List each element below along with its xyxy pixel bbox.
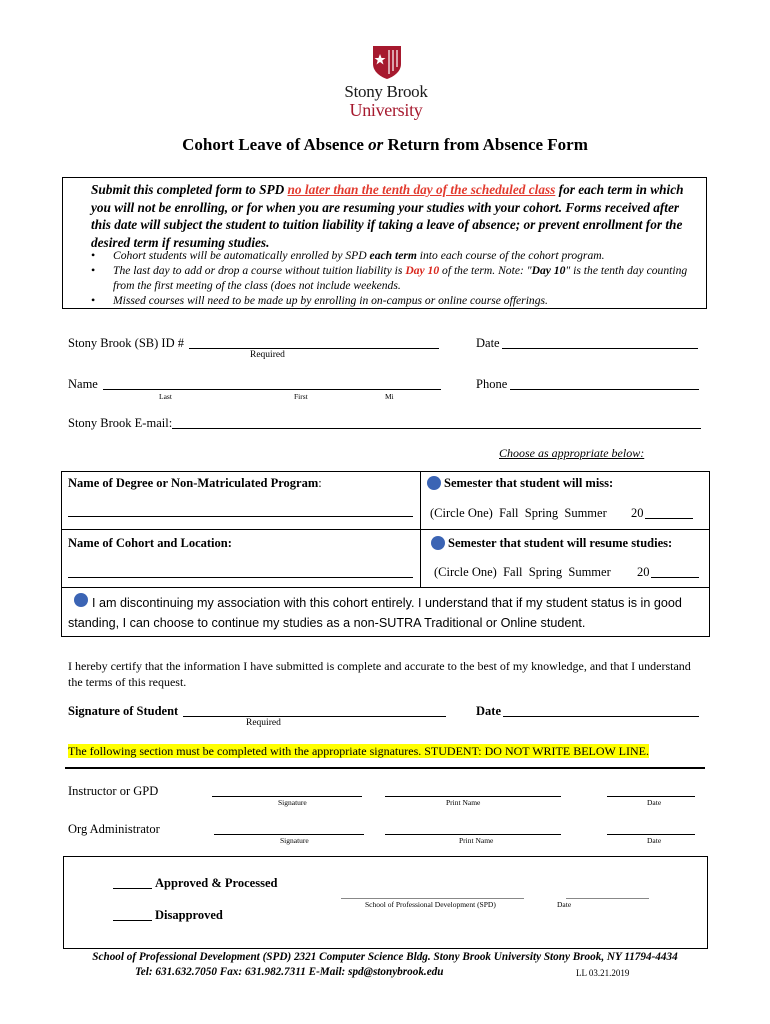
bullet-text: Cohort students will be automatically enrolled by SPD (113, 249, 370, 262)
org-admin-label: Org Administrator (68, 822, 160, 836)
signature-date-label: Date (476, 704, 501, 718)
bullet-bold: each term (369, 249, 417, 262)
deadline-text: no later than the tenth day of the scheduled class (287, 182, 556, 197)
degree-colon: : (318, 476, 322, 490)
intro-post: for each term in which you will not be enrolling, or for when you are resuming your studies with your cohort. Forms received after this date will subject the student to tuition liability if taking a leave of absence; or prevent enrollment for the desired term if resuming studies. (91, 182, 684, 250)
spd-date-caption: Date (557, 900, 572, 909)
instructor-print-name-field[interactable] (385, 796, 561, 797)
university-logo (341, 44, 431, 124)
instructor-signature-field[interactable] (212, 796, 362, 797)
resume-year-prefix: 20 (637, 565, 650, 579)
sbid-required: Required (250, 350, 285, 360)
org-signature-field[interactable] (214, 834, 364, 835)
instructions-intro (91, 181, 701, 251)
signature-caption: Signature (280, 836, 309, 845)
footer-phone-fax: Tel: 631.632.7050 Fax: 631.982.7311 E-Mail: (135, 966, 349, 978)
org-print-name-field[interactable] (385, 834, 561, 835)
print-name-caption: Print Name (446, 798, 481, 807)
radio-dot-icon[interactable] (427, 476, 441, 490)
resume-radio[interactable] (431, 536, 445, 555)
spd-signature-field[interactable] (341, 898, 524, 899)
bullet-item (91, 263, 701, 293)
notice-text: The following section must be completed with the appropriate signatures. STUDENT: DO NOT WRITE BELOW LINE. (68, 744, 649, 758)
footer-address: School of Professional Development (SPD) 2321 Computer Science Bldg. Stony Brook University Stony Brook, NY 11794-4434 (92, 951, 678, 963)
signature-caption: Signature (278, 798, 307, 807)
student-signature-label: Signature of Student (68, 704, 179, 718)
shield-logo-icon (371, 44, 405, 80)
bullet-bold: Day 10 (531, 264, 566, 277)
date-caption: Date (647, 798, 662, 807)
name-last-caption: Last (159, 392, 172, 401)
option-spring[interactable]: Spring (524, 506, 559, 520)
resume-options (434, 565, 611, 580)
circle-one-text: (Circle One) (430, 506, 493, 520)
sbid-label: Stony Brook (SB) ID # (68, 336, 184, 350)
form-code: LL 03.21.2019 (576, 968, 630, 978)
degree-label (68, 476, 322, 491)
footer-email-link[interactable]: spd@stonybrook.edu (348, 966, 444, 978)
print-name-caption: Print Name (459, 836, 494, 845)
org-date-field[interactable] (607, 834, 695, 835)
email-label: Stony Brook E-mail: (68, 416, 173, 430)
option-summer[interactable]: Summer (564, 506, 607, 520)
email-field[interactable] (172, 428, 701, 429)
student-signature-field[interactable] (183, 716, 446, 717)
name-field[interactable] (103, 389, 441, 390)
approved-check-field[interactable] (113, 888, 152, 889)
resume-label: Semester that student will resume studies: (448, 536, 673, 550)
title-part-1: Cohort Leave of Absence (182, 135, 369, 154)
resume-year-field[interactable] (651, 577, 699, 578)
footer-contact (135, 966, 444, 978)
day-10-highlight: Day 10 (405, 264, 440, 277)
bullet-item (91, 293, 701, 308)
official-divider (65, 767, 705, 769)
choose-instruction: Choose as appropriate below: (499, 446, 645, 460)
cohort-field[interactable] (68, 577, 413, 578)
discontinue-text: I am discontinuing my association with this cohort entirely. I understand that if my student status is in good standing, I can choose to continue my studies as a non-SUTRA Traditional or Online student. (68, 596, 682, 630)
option-summer[interactable]: Summer (568, 565, 611, 579)
approved-label: Approved & Processed (155, 876, 278, 890)
official-use-notice (68, 744, 649, 759)
miss-label: Semester that student will miss: (444, 476, 614, 490)
bullet-text: " is the tenth day counting from the first meeting of the class (does not include weekends. (113, 264, 688, 292)
intro-pre: Submit this completed form to SPD (91, 182, 288, 197)
bullet-text: of the term. Note: " (439, 264, 532, 277)
option-spring[interactable]: Spring (528, 565, 563, 579)
bullet-text: into each course of the cohort program. (416, 249, 605, 262)
miss-options (430, 506, 607, 521)
miss-radio[interactable] (427, 476, 441, 495)
spd-date-field[interactable] (566, 898, 649, 899)
instruction-bullets (91, 248, 701, 308)
option-fall[interactable]: Fall (503, 565, 523, 579)
phone-label: Phone (476, 377, 508, 391)
name-mi-caption: Mi (385, 392, 394, 401)
grid-divider (61, 529, 710, 530)
disapproved-check-field[interactable] (113, 920, 152, 921)
circle-one-text: (Circle One) (434, 565, 497, 579)
signature-required: Required (246, 718, 281, 728)
date-label: Date (476, 336, 500, 350)
date-caption: Date (647, 836, 662, 845)
spd-caption: School of Professional Development (SPD) (365, 900, 496, 909)
sbid-field[interactable] (189, 348, 439, 349)
title-part-2: Return from Absence Form (383, 135, 588, 154)
logo-line-1: Stony Brook (344, 82, 428, 101)
bullet-item (91, 248, 701, 263)
miss-year-field[interactable] (645, 518, 693, 519)
bullet-text: The last day to add or drop a course without tuition liability is (113, 264, 406, 277)
degree-label-text: Name of Degree or Non-Matriculated Program (68, 476, 319, 490)
instructor-label: Instructor or GPD (68, 784, 159, 798)
logo-line-2: University (349, 100, 423, 120)
date-field[interactable] (502, 348, 698, 349)
title-or: or (368, 135, 384, 154)
name-first-caption: First (294, 392, 308, 401)
signature-date-field[interactable] (503, 716, 699, 717)
phone-field[interactable] (510, 389, 699, 390)
name-label: Name (68, 377, 98, 391)
cohort-label: Name of Cohort and Location: (68, 536, 232, 550)
radio-dot-icon[interactable] (431, 536, 445, 550)
bullet-text: Missed courses will need to be made up by enrolling in on-campus or online course offerings. (113, 294, 548, 307)
miss-year-prefix: 20 (631, 506, 644, 520)
instructor-date-field[interactable] (607, 796, 695, 797)
degree-field[interactable] (68, 516, 413, 517)
form-title (0, 135, 770, 155)
certification-text: I hereby certify that the information I have submitted is complete and accurate to the best of my knowledge, and that I understand the terms of this request. (68, 659, 691, 689)
disapproved-label: Disapproved (155, 908, 223, 922)
option-fall[interactable]: Fall (499, 506, 519, 520)
